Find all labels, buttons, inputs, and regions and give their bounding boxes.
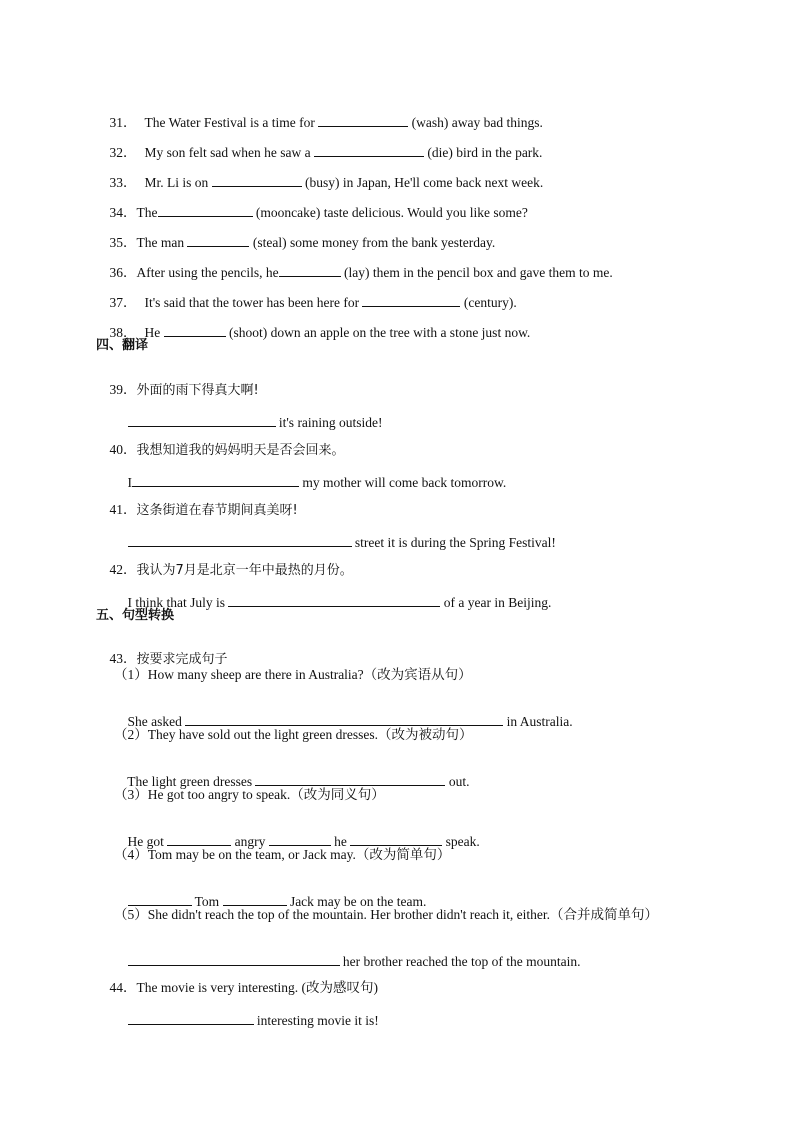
answer-text-d: speak. [442,833,480,849]
question-42 [96,549,353,578]
answer-text-post: it's raining outside! [275,414,383,430]
question-chinese: 外面的雨下得真大啊! [136,382,259,398]
answer-line-43-1 [114,698,573,729]
answer-text-post: of a year in Beijing. [440,594,552,610]
answer-line-43-4 [114,878,427,909]
answer-blank[interactable] [185,712,503,726]
question-number: 32． [109,144,137,160]
subquestion-43-5-prompt: （5）She didn't reach the top of the mountain. Her brother didn't reach it, either.（合并成简单句） [114,907,658,922]
answer-text-post: interesting movie it is! [253,1012,379,1028]
question-text-pre: The [136,204,158,220]
answer-blank[interactable] [223,892,287,906]
question-number: 42． [109,561,137,577]
question-38 [96,309,531,340]
question-text-pre: It's said that the tower has been here for [144,294,363,310]
answer-blank[interactable] [279,263,341,277]
question-number: 34． [109,204,137,220]
question-number: 36． [109,264,137,280]
question-40 [96,429,345,458]
subquestion-43-2-prompt: （2）They have sold out the light green dresses.（改为被动句） [114,727,473,742]
question-text-post: (lay) them in the pencil box and gave them to me. [340,264,613,280]
question-34 [96,189,528,220]
answer-blank[interactable] [128,1011,254,1025]
question-44 [96,967,378,995]
question-number: 44． [109,979,137,995]
question-text-post: (mooncake) taste delicious. Would you like some? [252,204,528,220]
section-heading-translation: 四、翻译 [96,338,149,353]
answer-line-43-3 [114,818,480,849]
answer-blank[interactable] [255,772,445,786]
answer-blank[interactable] [132,473,299,487]
answer-text-post: street it is during the Spring Festival! [351,534,556,550]
question-43 [96,638,228,667]
question-text-post: (shoot) down an apple on the tree with a stone just now. [225,324,531,340]
question-chinese: 我想知道我的妈妈明天是否会回来。 [136,442,345,458]
question-chinese: 我认为7月是北京一年中最热的月份。 [136,562,353,578]
answer-blank[interactable] [128,952,340,966]
answer-blank[interactable] [318,113,408,127]
answer-line-41 [114,519,556,550]
answer-blank[interactable] [128,533,352,547]
answer-blank[interactable] [269,832,331,846]
answer-line-39 [114,399,383,430]
question-text-pre: The man [136,234,188,250]
question-36 [96,249,613,280]
question-chinese: 这条街道在春节期间真美呀! [136,502,298,518]
question-text-pre: The Water Festival is a time for [144,114,319,130]
question-number: 39． [109,381,137,397]
answer-text-pre: I think that July is [127,594,229,610]
question-31 [96,99,543,130]
section-heading-sentence-transformation: 五、句型转换 [96,608,175,623]
answer-text-a: Tom [191,893,223,909]
answer-blank[interactable] [128,892,192,906]
question-35 [96,219,496,250]
question-text-post: (die) bird in the park. [423,144,543,160]
answer-text-pre: I [127,474,132,490]
question-text-pre: My son felt sad when he saw a [144,144,314,160]
answer-blank[interactable] [228,593,440,607]
answer-line-43-5 [114,938,581,969]
answer-text-pre: The light green dresses [127,773,256,789]
question-41 [96,489,298,518]
answer-line-44 [114,997,379,1028]
answer-line-42 [114,579,552,610]
question-text-pre: After using the pencils, he [136,264,279,280]
answer-line-40 [114,459,507,490]
subquestion-43-4-prompt: （4）Tom may be on the team, or Jack may.（改为简单句） [114,847,451,862]
subquestion-43-1-prompt: （1）How many sheep are there in Australia?（改为宾语从句） [114,667,472,682]
answer-blank[interactable] [314,143,424,157]
question-number: 37． [109,294,137,310]
question-number: 41． [109,501,137,517]
answer-blank[interactable] [158,203,253,217]
answer-text-post: out. [445,773,470,789]
answer-blank[interactable] [187,233,249,247]
question-number: 35． [109,234,137,250]
question-number: 40． [109,441,137,457]
answer-text-pre: She asked [127,713,186,729]
answer-text-c: he [330,833,351,849]
question-number: 38． [109,324,137,340]
question-chinese: 按要求完成句子 [136,651,228,667]
answer-text-post: in Australia. [503,713,573,729]
answer-text-b: Jack may be on the team. [286,893,427,909]
question-32 [96,129,543,160]
question-text-post: (steal) some money from the bank yesterday. [249,234,496,250]
question-number: 31． [109,114,137,130]
question-33 [96,159,544,190]
answer-text-post: my mother will come back tomorrow. [299,474,507,490]
question-number: 43． [109,650,137,666]
answer-blank[interactable] [128,413,276,427]
question-text-post: (wash) away bad things. [408,114,543,130]
subquestion-43-3-prompt: （3）He got too angry to speak.（改为同义句） [114,787,385,802]
question-text-pre: He [144,324,164,340]
question-39 [96,369,259,398]
answer-blank[interactable] [212,173,302,187]
answer-line-43-2 [114,758,470,789]
question-text-pre: Mr. Li is on [144,174,212,190]
question-text-post: (century). [460,294,517,310]
answer-blank[interactable] [167,832,231,846]
question-text-post: (busy) in Japan, He'll come back next week. [301,174,544,190]
question-37 [96,279,517,310]
answer-text-b: angry [231,833,269,849]
answer-blank[interactable] [164,323,226,337]
answer-text-post: her brother reached the top of the mountain. [339,953,581,969]
question-text-pre: The movie is very interesting. (改为感叹句) [136,979,378,995]
answer-blank[interactable] [362,293,460,307]
answer-text-a: He got [127,833,168,849]
question-number: 33． [109,174,137,190]
answer-blank[interactable] [350,832,442,846]
